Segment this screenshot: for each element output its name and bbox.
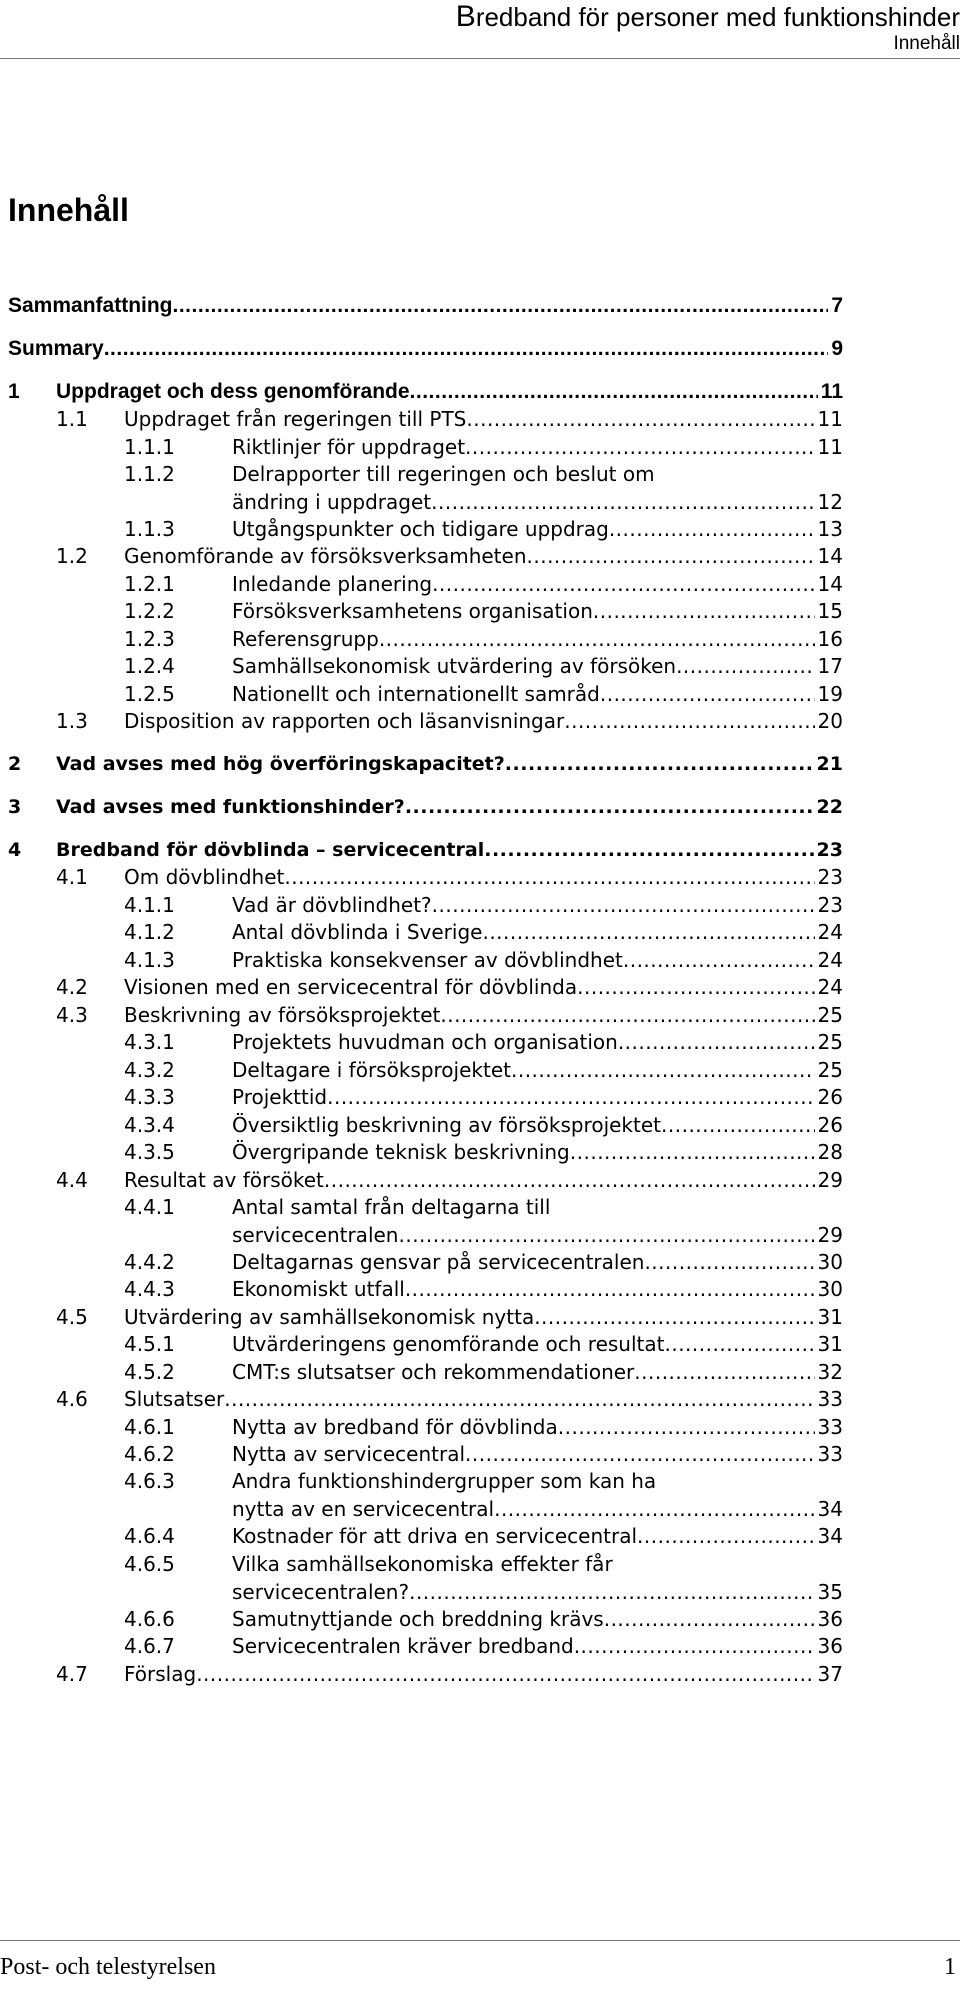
toc-entry-number: 4.3.2 <box>124 1058 175 1082</box>
toc-entry-number: 1.1.2 <box>124 462 175 486</box>
toc-entry-page: 28 <box>817 1140 843 1164</box>
toc-entry-title-continued: servicecentralen? <box>232 1580 410 1604</box>
toc-entry-page: 23 <box>817 893 843 917</box>
toc-entry-page: 33 <box>817 1442 843 1466</box>
toc-leader-dots <box>173 292 829 320</box>
toc-leader-dots <box>484 836 813 864</box>
toc-entry-number: 1.2.4 <box>124 654 175 678</box>
toc-entry-number: 4.1.3 <box>124 948 175 972</box>
toc-entry[interactable] <box>0 680 843 708</box>
toc-entry-title: Andra funktionshindergrupper som kan ha <box>232 1469 657 1493</box>
toc-entry-number: 4.1.2 <box>124 920 175 944</box>
toc-entry-title: Nytta av bredband för dövblinda <box>232 1415 558 1439</box>
toc-entry-page: 24 <box>817 975 843 999</box>
toc-leader-dots <box>634 1358 814 1386</box>
toc-entry-page: 24 <box>817 948 843 972</box>
toc-entry[interactable] <box>0 863 843 891</box>
toc-entry[interactable] <box>0 946 843 974</box>
toc-entry-title: Samhällsekonomisk utvärdering av försöken <box>232 654 677 678</box>
toc-leader-dots <box>570 1138 815 1166</box>
toc-entry-title: Deltagarnas gensvar på servicecentralen <box>232 1250 645 1274</box>
toc-entry-number: 1.2.3 <box>124 627 175 651</box>
page-header <box>0 0 960 60</box>
toc-leader-dots <box>379 625 815 653</box>
document-title <box>456 2 960 32</box>
toc-leader-dots <box>431 488 814 516</box>
toc-leader-dots <box>644 1248 814 1276</box>
toc-entry[interactable] <box>0 1385 843 1413</box>
toc-entry-title: Om dövblindhet <box>124 865 285 889</box>
toc-entry-title: Uppdraget från regeringen till PTS <box>124 407 467 431</box>
toc-entry-title: Vad avses med hög överföringskapacitet? <box>56 753 505 775</box>
toc-entry[interactable] <box>0 707 843 735</box>
toc-entry-number: 1.2 <box>56 544 88 568</box>
footer-divider <box>0 1940 960 1941</box>
toc-entry[interactable] <box>0 460 843 516</box>
publisher-name: Post- och telestyrelsen <box>0 1954 216 1980</box>
section-name: Innehåll <box>893 33 960 54</box>
toc-entry-title: Kostnader för att driva en servicecentral <box>232 1524 638 1548</box>
toc-leader-dots <box>676 652 814 680</box>
toc-entry-title: Nationellt och internationellt samråd <box>232 682 600 706</box>
toc-entry[interactable] <box>0 1166 843 1194</box>
toc-entry-title: Disposition av rapporten och läsanvisningar <box>124 709 565 733</box>
toc-leader-dots <box>527 542 815 570</box>
toc-entry-number: 4.5.1 <box>124 1332 175 1356</box>
toc-entry-title: Visionen med en servicecentral för dövblinda <box>124 975 578 999</box>
toc-entry-number: 4.5.2 <box>124 1360 175 1384</box>
toc-entry[interactable] <box>0 1083 843 1111</box>
toc-entry-title: Vad avses med funktionshinder? <box>56 796 405 818</box>
toc-entry[interactable] <box>0 1413 843 1441</box>
toc-entry-title: Projektets huvudman och organisation <box>232 1030 618 1054</box>
toc-entry-page: 29 <box>817 1168 843 1192</box>
toc-leader-dots <box>104 335 829 363</box>
toc-leader-dots <box>224 1385 814 1413</box>
toc-entry[interactable] <box>0 542 843 570</box>
toc-entry-page: 13 <box>817 517 843 541</box>
toc-leader-dots <box>196 1660 814 1688</box>
toc-entry-title: Försöksverksamhetens organisation <box>232 599 593 623</box>
toc-leader-dots <box>409 1578 814 1606</box>
toc-entry[interactable] <box>0 625 843 653</box>
toc-entry[interactable] <box>0 1550 843 1606</box>
toc-entry-page: 7 <box>831 294 843 317</box>
document-title-rest: redband för personer med funktionshinder <box>475 2 960 32</box>
toc-leader-dots <box>284 863 814 891</box>
toc-entry-page: 37 <box>817 1662 843 1686</box>
toc-entry-title: Utgångspunkter och tidigare uppdrag <box>232 517 609 541</box>
toc-entry-number: 4.6.4 <box>124 1524 175 1548</box>
toc-entry[interactable] <box>0 335 843 363</box>
toc-leader-dots <box>664 1330 814 1358</box>
toc-entry-title: Delrapporter till regeringen och beslut om <box>232 462 655 486</box>
toc-entry-page: 9 <box>831 337 843 360</box>
toc-entry[interactable] <box>0 1358 843 1386</box>
toc-entry-number: 4.6 <box>56 1387 88 1411</box>
toc-entry-title: Samutnyttjande och breddning krävs <box>232 1607 604 1631</box>
toc-entry-number: 4.3.4 <box>124 1113 175 1137</box>
toc-entry-title: Beskrivning av försöksprojektet <box>124 1003 441 1027</box>
toc-entry-number: 1.1.3 <box>124 517 175 541</box>
toc-entry[interactable] <box>0 793 843 821</box>
toc-leader-dots <box>505 750 814 778</box>
toc-entry[interactable] <box>0 1632 843 1660</box>
toc-entry-number: 1 <box>8 380 20 403</box>
toc-entry[interactable] <box>0 515 843 543</box>
toc-entry-number: 4.3 <box>56 1003 88 1027</box>
toc-entry-title: Summary <box>8 337 104 360</box>
toc-entry-title-continued: servicecentralen <box>232 1223 399 1247</box>
toc-leader-dots <box>511 1056 815 1084</box>
toc-entry-title-continued: ändring i uppdraget <box>232 490 432 514</box>
header-divider <box>0 58 960 59</box>
toc-entry[interactable] <box>0 1303 843 1331</box>
toc-entry-page: 33 <box>817 1415 843 1439</box>
toc-leader-dots <box>327 1083 814 1111</box>
toc-entry[interactable] <box>0 570 843 598</box>
toc-entry-number: 4.3.3 <box>124 1085 175 1109</box>
toc-entry-page: 33 <box>817 1387 843 1411</box>
toc-entry-page: 19 <box>817 682 843 706</box>
toc-entry-number: 4.7 <box>56 1662 88 1686</box>
toc-leader-dots <box>618 1028 815 1056</box>
toc-entry-title: Övergripande teknisk beskrivning <box>232 1140 570 1164</box>
toc-entry-title: CMT:s slutsatser och rekommendationer <box>232 1360 635 1384</box>
toc-entry-page: 12 <box>817 490 843 514</box>
toc-entry[interactable] <box>0 1138 843 1166</box>
toc-entry[interactable] <box>0 1028 843 1056</box>
toc-entry-number: 4.4.3 <box>124 1277 175 1301</box>
toc-entry-title: Servicecentralen kräver bredband <box>232 1634 574 1658</box>
toc-entry-title: Vad är dövblindhet? <box>232 893 432 917</box>
toc-leader-dots <box>324 1166 815 1194</box>
toc-entry[interactable] <box>0 1193 843 1249</box>
toc-leader-dots <box>623 946 815 974</box>
toc-entry-number: 4.6.6 <box>124 1607 175 1631</box>
toc-entry-number: 1.1.1 <box>124 435 175 459</box>
toc-entry-page: 34 <box>817 1497 843 1521</box>
toc-entry-page: 25 <box>817 1003 843 1027</box>
toc-entry-title: Översiktlig beskrivning av försöksprojektet <box>232 1113 662 1137</box>
toc-entry-page: 17 <box>817 654 843 678</box>
toc-entry-title: Deltagare i försöksprojektet <box>232 1058 511 1082</box>
toc-entry[interactable] <box>0 891 843 919</box>
toc-entry-page: 30 <box>817 1250 843 1274</box>
toc-leader-dots <box>482 918 814 946</box>
toc-entry-number: 4.6.2 <box>124 1442 175 1466</box>
toc-entry[interactable] <box>0 405 843 433</box>
toc-entry[interactable] <box>0 1330 843 1358</box>
toc-entry-title: Nytta av servicecentral <box>232 1442 466 1466</box>
toc-leader-dots <box>534 1303 814 1331</box>
toc-entry[interactable] <box>0 1467 843 1523</box>
toc-entry-page: 26 <box>817 1085 843 1109</box>
toc-leader-dots <box>405 1275 815 1303</box>
toc-entry-title: Riktlinjer för uppdraget <box>232 435 466 459</box>
toc-entry-number: 1.2.2 <box>124 599 175 623</box>
toc-entry-page: 36 <box>817 1634 843 1658</box>
toc-entry-page: 25 <box>817 1058 843 1082</box>
toc-entry-page: 11 <box>817 435 843 459</box>
toc-entry-title: Referensgrupp <box>232 627 379 651</box>
toc-entry-page: 14 <box>817 544 843 568</box>
toc-entry-number: 4.2 <box>56 975 88 999</box>
toc-entry-title: Praktiska konsekvenser av dövblindhet <box>232 948 623 972</box>
toc-entry-title: Sammanfattning <box>8 294 173 317</box>
toc-entry[interactable] <box>0 1522 843 1550</box>
toc-entry[interactable] <box>0 973 843 1001</box>
toc-entry-title: Antal samtal från deltagarna till <box>232 1195 551 1219</box>
toc-leader-dots <box>574 1632 815 1660</box>
toc-entry-number: 4.3.5 <box>124 1140 175 1164</box>
toc-leader-dots <box>432 891 815 919</box>
toc-entry-title: Slutsatser <box>124 1387 225 1411</box>
toc-entry-page: 25 <box>817 1030 843 1054</box>
toc-entry[interactable] <box>0 1275 843 1303</box>
toc-entry-page: 36 <box>817 1607 843 1631</box>
toc-entry-title: Resultat av försöket <box>124 1168 324 1192</box>
toc-entry-title: Genomförande av försöksverksamheten <box>124 544 527 568</box>
toc-entry-page: 11 <box>817 407 843 431</box>
toc-entry-title: Projekttid <box>232 1085 328 1109</box>
toc-entry-title: Antal dövblinda i Sverige <box>232 920 483 944</box>
toc-entry-page: 23 <box>817 865 843 889</box>
toc-entry-number: 4.6.1 <box>124 1415 175 1439</box>
page-title: Innehåll <box>8 192 129 228</box>
toc-leader-dots <box>558 1413 815 1441</box>
toc-entry-page: 11 <box>820 380 843 403</box>
toc-entry[interactable] <box>0 652 843 680</box>
toc-entry[interactable] <box>0 1660 843 1688</box>
toc-entry-number: 4.4.2 <box>124 1250 175 1274</box>
toc-entry-number: 1.2.5 <box>124 682 175 706</box>
toc-leader-dots <box>637 1522 815 1550</box>
toc-entry[interactable] <box>0 378 843 406</box>
toc-entry-page: 23 <box>816 839 843 861</box>
toc-entry-page: 24 <box>817 920 843 944</box>
toc-entry[interactable] <box>0 1056 843 1084</box>
toc-entry-number: 4.6.7 <box>124 1634 175 1658</box>
toc-entry-title-continued: nytta av en servicecentral <box>232 1497 495 1521</box>
toc-leader-dots <box>494 1495 814 1523</box>
toc-entry-number: 4.4.1 <box>124 1195 175 1219</box>
toc-leader-dots <box>564 707 814 735</box>
toc-leader-dots <box>609 515 815 543</box>
document-title-initial: B <box>455 0 476 33</box>
toc-entry-page: 14 <box>817 572 843 596</box>
toc-entry-title: Uppdraget och dess genomförande <box>56 380 410 403</box>
toc-entry-title: Utvärderingens genomförande och resultat <box>232 1332 665 1356</box>
toc-entry-page: 26 <box>817 1113 843 1137</box>
toc-entry-number: 4.6.5 <box>124 1552 175 1576</box>
toc-leader-dots <box>466 405 814 433</box>
toc-entry-title: Ekonomiskt utfall <box>232 1277 405 1301</box>
toc-leader-dots <box>577 973 814 1001</box>
toc-entry-number: 4.1 <box>56 865 88 889</box>
toc-leader-dots <box>593 597 815 625</box>
toc-entry-page: 21 <box>816 753 843 775</box>
toc-entry[interactable] <box>0 1111 843 1139</box>
toc-leader-dots <box>405 793 814 821</box>
toc-entry[interactable] <box>0 918 843 946</box>
toc-entry-number: 1.2.1 <box>124 572 175 596</box>
toc-leader-dots <box>398 1221 814 1249</box>
toc-entry-number: 2 <box>8 753 22 775</box>
toc-entry-page: 20 <box>817 709 843 733</box>
toc-entry[interactable] <box>0 1001 843 1029</box>
toc-entry-number: 4 <box>8 839 22 861</box>
toc-entry-number: 4.3.1 <box>124 1030 175 1054</box>
toc-entry[interactable] <box>0 1605 843 1633</box>
toc-entry-title: Bredband för dövblinda – servicecentral <box>56 839 485 861</box>
toc-entry-title: Förslag <box>124 1662 197 1686</box>
toc-leader-dots <box>432 570 814 598</box>
toc-leader-dots <box>465 1440 815 1468</box>
toc-entry-number: 4.4 <box>56 1168 88 1192</box>
toc-entry[interactable] <box>0 433 843 461</box>
toc-leader-dots <box>600 680 815 708</box>
toc-entry-number: 4.5 <box>56 1305 88 1329</box>
toc-entry-page: 15 <box>817 599 843 623</box>
toc-entry[interactable] <box>0 750 843 778</box>
toc-entry-number: 1.1 <box>56 407 88 431</box>
toc-entry[interactable] <box>0 1248 843 1276</box>
toc-entry-page: 30 <box>817 1277 843 1301</box>
toc-leader-dots <box>661 1111 815 1139</box>
toc-entry-number: 3 <box>8 796 22 818</box>
toc-entry-page: 31 <box>817 1332 843 1356</box>
toc-leader-dots <box>465 433 815 461</box>
toc-entry-title: Vilka samhällsekonomiska effekter får <box>232 1552 613 1576</box>
toc-entry-page: 34 <box>817 1524 843 1548</box>
toc-leader-dots <box>604 1605 815 1633</box>
toc-entry[interactable] <box>0 597 843 625</box>
toc-entry[interactable] <box>0 836 843 864</box>
toc-entry[interactable] <box>0 292 843 320</box>
toc-leader-dots <box>440 1001 814 1029</box>
toc-entry-page: 16 <box>817 627 843 651</box>
page-footer <box>0 1940 960 1991</box>
toc-entry-number: 4.1.1 <box>124 893 175 917</box>
toc-entry-page: 35 <box>817 1580 843 1604</box>
toc-entry-number: 1.3 <box>56 709 88 733</box>
toc-entry-title: Inledande planering <box>232 572 433 596</box>
toc-entry-title: Utvärdering av samhällsekonomisk nytta <box>124 1305 535 1329</box>
toc-entry-page: 29 <box>817 1223 843 1247</box>
toc-leader-dots <box>410 378 818 406</box>
toc-entry-page: 31 <box>817 1305 843 1329</box>
toc-entry[interactable] <box>0 1440 843 1468</box>
toc-entry-page: 32 <box>817 1360 843 1384</box>
toc-entry-page: 22 <box>816 796 843 818</box>
toc-entry-number: 4.6.3 <box>124 1469 175 1493</box>
page-number: 1 <box>944 1954 956 1980</box>
